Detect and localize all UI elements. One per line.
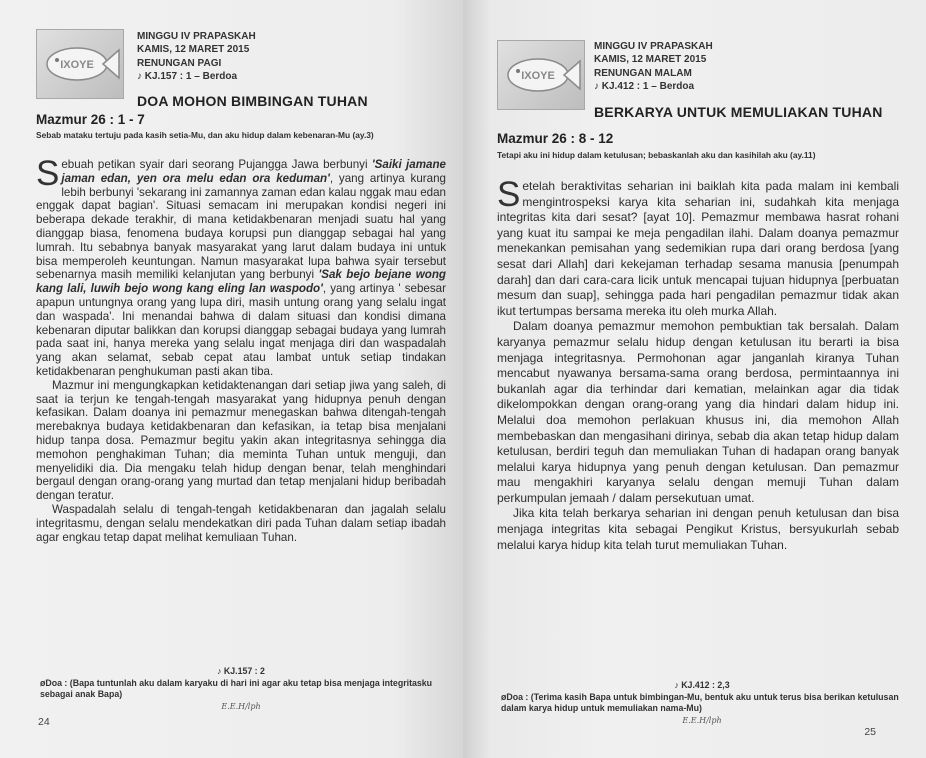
devotion-header bbox=[594, 41, 713, 93]
devotion-body bbox=[36, 154, 447, 544]
closing-prayer: øDoa : (Bapa tuntunlah aku dalam karyaku di hari ini agar aku tetap bisa menjaga integritasku sebagai anak Bapa) bbox=[40, 677, 433, 699]
devotion-title: BERKARYA UNTUK MEMULIAKAN TUHAN bbox=[594, 104, 883, 120]
devotion-title: DOA MOHON BIMBINGAN TUHAN bbox=[137, 93, 368, 109]
closing-hymn: ♪ KJ.157 : 2 bbox=[217, 666, 265, 676]
key-verse: Tetapi aku ini hidup dalam ketulusan; bebaskanlah aku dan kasihilah aku (ay.11) bbox=[497, 150, 816, 160]
drop-cap: S bbox=[497, 175, 521, 214]
paragraph: Sebuah petikan syair dari seorang Pujangga Jawa berbunyi 'Saiki jamane jaman edan, yen ora melu edan ora keduman', yang artinya kurang lebih berbunyi 'sekarang ini zamannya zaman edan kalau nggak mau edan enggak dapat bagian'. Situasi semacam ini merupakan kondisi negeri ini beberapa dekade terakhir, di mana ketidakbenaran menjadi suatu hal yang dianggap biasa, fenomena budaya korupsi pun dianggap sebagai hal yang lumrah. Itu sebabnya banyak masyarakat yang larut dalam budaya ini untuk bisa memperoleh keuntungan. Namun masyarakat lupa bahwa syair tersebut sebenarnya masih memiliki kelanjutan yang berbunyi 'Sak bejo bejane wong kang lali, luwih bejo wong kang eling lan waspodo', yang artinya ' sebesar apapun untungnya orang yang lupa diri, masih untung orang yang selalu ingat dan waspada'. Ini menandai bahwa di dalam situasi dan kondisi dimana kebenaran diputar balikkan dan korupsi dianggap sebagai budaya yang lumrah pada saat ini, hanya mereka yang selalu ingat menjaga diri dan waspadalah yang akan selamat, sebab cepat atau lambat untuk setiap tindakan ketidakbenaran penghukuman pasti akan tiba. bbox=[36, 154, 447, 378]
ichthys-fish-logo bbox=[497, 40, 585, 110]
ichthys-fish-logo bbox=[36, 29, 124, 99]
paragraph: Waspadalah selalu di tengah-tengah ketidakbenaran dan jagalah selalu integritasmu, dengan selalu mendekatkan diri pada Tuhan dalam setiap ibadah agar engkau tetap dapat melihat kemuliaan Tuhan. bbox=[36, 502, 446, 544]
author-signature: E.E.H/lph bbox=[221, 701, 261, 711]
hymn-label: ♪ KJ.412 : 1 – Berdoa bbox=[594, 80, 695, 92]
paragraph: Dalam doanya pemazmur memohon pembuktian tak bersalah. Dalam karyanya pemazmur selalu hidup dengan ketulusan itu berarti ia bisa menjaga integritasnya. Permohonan agar janganlah kiranya Tuhan mencabut nyawanya bersama-sama orang berdosa, permintaannya ini bukanlah agar dia terhindar dari kematian, melainkan agar dia tidak dikelompokkan dengan orang-orang yang dia hindari dalam hidup ini. Melalui doa memohon perlakuan khusus ini, dia memohon Allah membebaskan dan mengasihani dirinya, sebab dia akan tetap hidup dalam ketulusan, berdiri teguh dan memuliakan Tuhan di hadapan orang banyak melalui karya hidupnya yang penuh dengan ketulusan. Dan pemazmur mau mengakhiri karyanya selalu dengan memuji Tuhan dalam perkumpulan jemaah / dalam persekutuan umat. bbox=[497, 319, 899, 505]
date-label: KAMIS, 12 MARET 2015 bbox=[137, 43, 250, 55]
closing-section bbox=[36, 666, 446, 712]
devotion-body bbox=[497, 175, 899, 553]
drop-cap: S bbox=[36, 154, 60, 193]
closing-prayer: øDoa : (Terima kasih Bapa untuk bimbingan-Mu, bentuk aku untuk terus bisa berikan ketulusan dalam karya hidup untuk memuliakan nama-Mu) bbox=[501, 691, 899, 713]
devotion-header bbox=[137, 31, 256, 83]
logo-text: IXOYE bbox=[521, 70, 555, 82]
paragraph: Mazmur ini mengungkapkan ketidaktenangan dari setiap jiwa yang saleh, di saat ia terjun ke tengah-tengah masyarakat yang hidupnya penuh dengan kefasikan. Dalam doanya ini pemazmur menegaskan bahwa ditengah-tengah merebaknya budaya ketidakbenaran dan kefasikan, ia tetap bisa menjalani hidup tanpa dosa. Pemazmur begitu yakin akan integritasnya sehingga dia memohon penghakiman Tuhan; dia meminta Tuhan untuk menguji, dan menyelidiki dia. Dia mengaku telah hidup dengan benar, telah menghindari bergaul dengan orang-orang yang murtad dan tetap menjalani hidup beribadah dengan teratur. bbox=[36, 378, 446, 503]
closing-section bbox=[497, 680, 907, 726]
logo-text: IXOYE bbox=[60, 59, 94, 71]
right-page bbox=[463, 0, 926, 758]
date-label: KAMIS, 12 MARET 2015 bbox=[594, 53, 707, 65]
closing-hymn: ♪ KJ.412 : 2,3 bbox=[674, 680, 730, 690]
author-signature: E.E.H/lph bbox=[682, 715, 722, 725]
week-label: MINGGU IV PRAPASKAH bbox=[137, 31, 256, 42]
week-label: MINGGU IV PRAPASKAH bbox=[594, 41, 713, 52]
javanese-quote: 'Sak bejo bejane wong kang lali, luwih bejo wong kang eling lan waspodo' bbox=[36, 268, 446, 296]
scripture-reference: Mazmur 26 : 8 - 12 bbox=[497, 131, 614, 146]
page-number: 25 bbox=[864, 726, 876, 738]
session-label: RENUNGAN MALAM bbox=[594, 68, 692, 79]
paragraph: Jika kita telah berkarya seharian ini dengan penuh ketulusan dan bisa menjaga integritas kita sebagai Pengikut Kristus, bersyukurlah sebab melalui karya hidup kita telah turut memuliakan Tuhan. bbox=[497, 506, 899, 552]
page-number: 24 bbox=[38, 716, 50, 728]
scripture-reference: Mazmur 26 : 1 - 7 bbox=[36, 112, 145, 127]
javanese-quote: 'Saiki jamane jaman edan, yen ora melu edan ora keduman' bbox=[61, 158, 446, 185]
session-label: RENUNGAN PAGI bbox=[137, 58, 222, 69]
key-verse: Sebab mataku tertuju pada kasih setia-Mu, dan aku hidup dalam kebenaran-Mu (ay.3) bbox=[36, 130, 374, 140]
hymn-label: ♪ KJ.157 : 1 – Berdoa bbox=[137, 70, 238, 82]
paragraph: Setelah beraktivitas seharian ini baiklah kita pada malam ini kembali mengintrospeksi karya kita seharian ini, sudahkah kita menjaga integritas kita dari sesat? [ayat 10]. Pemazmur membawa hasrat rohani yang kuat itu sampai ke meja pengadilan ilahi. Dalam doanya pemazmur menekankan pemisahan yang sedemikian rupa dari orang berdosa [yang sesat dari Allah] dari kekejaman terhadap sesama manusia [penumpah darah] dan dari cara-cara licik untuk mencapai tujuan hidupnya [perbuatan mesum dan suap], sehingga pada hari pengadilan pemazmur tidak akan ikut tertumpas bersama mereka itu oleh murka Allah. bbox=[497, 175, 899, 318]
